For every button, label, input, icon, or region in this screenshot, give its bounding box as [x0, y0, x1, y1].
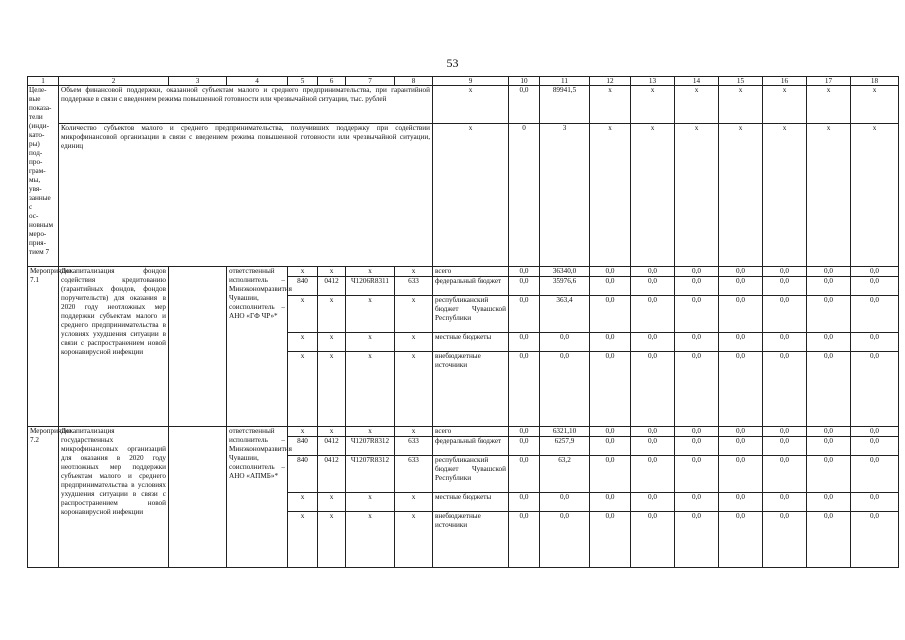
- gr-bs-code: x: [288, 352, 318, 427]
- amount-value: 0,0: [851, 352, 899, 427]
- indicator-col9: x: [433, 86, 509, 124]
- amount-value: 0,0: [675, 277, 719, 296]
- column-number: 18: [851, 77, 899, 86]
- amount-value: 0,0: [675, 427, 719, 437]
- measure-responsible: ответственный исполнитель – Минэкономразвития Чувашии, соисполнитель – АНО «ГФ ЧР»*: [227, 267, 288, 427]
- amount-col11: 0,0: [540, 493, 590, 512]
- page-number: 53: [446, 56, 459, 70]
- funding-source: всего: [433, 267, 509, 277]
- amount-col11: 0,0: [540, 333, 590, 352]
- indicator-col11: 89941,5: [540, 86, 590, 124]
- column-number: 9: [433, 77, 509, 86]
- amount-value: 0,0: [851, 512, 899, 568]
- column-number: 16: [763, 77, 807, 86]
- section-code: 0412: [318, 456, 346, 493]
- label-line: мы,: [29, 176, 41, 184]
- section-code: x: [318, 493, 346, 512]
- indicator-value: x: [763, 86, 807, 124]
- column-number: 2: [59, 77, 169, 86]
- amount-value: 0,0: [807, 512, 851, 568]
- amount-value: 0,0: [763, 427, 807, 437]
- amount-value: 0,0: [763, 456, 807, 493]
- amount-value: 0,0: [807, 427, 851, 437]
- label-line: занные: [29, 194, 51, 202]
- expense-type-code: 633: [395, 277, 433, 296]
- indicator-value: x: [631, 86, 675, 124]
- amount-col10: 0,0: [509, 493, 540, 512]
- indicator-col10: 0: [509, 124, 540, 267]
- expense-type-code: x: [395, 427, 433, 437]
- amount-value: 0,0: [590, 333, 631, 352]
- label-line: Целе-: [29, 86, 47, 94]
- amount-value: 0,0: [590, 267, 631, 277]
- expense-type-code: 633: [395, 456, 433, 493]
- amount-value: 0,0: [675, 493, 719, 512]
- indicator-col10: 0,0: [509, 86, 540, 124]
- target-article-code: x: [346, 493, 395, 512]
- column-number: 4: [227, 77, 288, 86]
- table-row: [28, 124, 899, 267]
- amount-value: 0,0: [851, 427, 899, 437]
- amount-value: 0,0: [763, 277, 807, 296]
- column-number: 8: [395, 77, 433, 86]
- amount-value: 0,0: [719, 352, 763, 427]
- measure-description: Докапитализация государственных микрофинансовых организаций для оказания в 2020 году неотложных мер поддержки субъектам малого и среднего предпринимательства в условиях ухудшения ситуации в связи с распространением новой коронавирусной инфекции: [59, 427, 169, 568]
- indicator-value: x: [675, 124, 719, 267]
- amount-value: 0,0: [631, 427, 675, 437]
- column-number: 5: [288, 77, 318, 86]
- label-line: увя-: [29, 185, 42, 193]
- amount-value: 0,0: [631, 456, 675, 493]
- column-number: 6: [318, 77, 346, 86]
- amount-col10: 0,0: [509, 437, 540, 456]
- amount-value: 0,0: [631, 267, 675, 277]
- gr-bs-code: x: [288, 333, 318, 352]
- gr-bs-code: 840: [288, 456, 318, 493]
- indicator-value: x: [807, 86, 851, 124]
- amount-value: 0,0: [807, 296, 851, 333]
- table-row: [28, 427, 899, 437]
- amount-col10: 0,0: [509, 352, 540, 427]
- amount-value: 0,0: [590, 296, 631, 333]
- label-line: грам-: [29, 167, 46, 175]
- amount-value: 0,0: [631, 277, 675, 296]
- gr-bs-code: x: [288, 512, 318, 568]
- amount-col11: 0,0: [540, 512, 590, 568]
- label-line: с: [29, 203, 33, 211]
- label-line: показа-: [29, 104, 52, 112]
- amount-value: 0,0: [719, 427, 763, 437]
- funding-source: всего: [433, 427, 509, 437]
- amount-col11: 63,2: [540, 456, 590, 493]
- label-line: ос-: [29, 212, 39, 220]
- column-number: 3: [169, 77, 227, 86]
- amount-value: 0,0: [763, 296, 807, 333]
- label-line: (инди-: [29, 122, 49, 130]
- column-number: 13: [631, 77, 675, 86]
- target-article-code: x: [346, 267, 395, 277]
- amount-col11: 363,4: [540, 296, 590, 333]
- amount-value: 0,0: [631, 296, 675, 333]
- expense-type-code: x: [395, 493, 433, 512]
- amount-value: 0,0: [807, 493, 851, 512]
- label-line: новным: [29, 221, 54, 229]
- expense-type-code: x: [395, 333, 433, 352]
- amount-value: 0,0: [719, 277, 763, 296]
- indicator-description: Количество субъектов малого и среднего предпринимательства, получивших поддержку при содействии микрофинансовой организации в связи с введением режима повышенной готовности или чрезвычайной ситуации, единиц: [59, 124, 433, 267]
- funding-source: внебюджетные источники: [433, 352, 509, 427]
- indicator-value: x: [719, 124, 763, 267]
- amount-value: 0,0: [675, 296, 719, 333]
- funding-source: федеральный бюджет: [433, 277, 509, 296]
- amount-value: 0,0: [675, 437, 719, 456]
- section-code: x: [318, 333, 346, 352]
- amount-value: 0,0: [590, 427, 631, 437]
- column-number: 12: [590, 77, 631, 86]
- expense-type-code: x: [395, 512, 433, 568]
- measure-responsible: ответственный исполнитель – Минэкономразвития Чувашии, соисполнитель – АНО «АПМБ»*: [227, 427, 288, 568]
- amount-value: 0,0: [675, 512, 719, 568]
- amount-value: 0,0: [631, 493, 675, 512]
- amount-value: 0,0: [851, 456, 899, 493]
- expense-type-code: x: [395, 352, 433, 427]
- amount-value: 0,0: [719, 493, 763, 512]
- column-number: 1: [28, 77, 59, 86]
- amount-col10: 0,0: [509, 427, 540, 437]
- amount-col10: 0,0: [509, 267, 540, 277]
- label-line: тели: [29, 113, 43, 121]
- gr-bs-code: x: [288, 267, 318, 277]
- section-code: x: [318, 427, 346, 437]
- column-number: 11: [540, 77, 590, 86]
- section-code: x: [318, 267, 346, 277]
- amount-value: 0,0: [807, 277, 851, 296]
- amount-col11: 35976,6: [540, 277, 590, 296]
- amount-value: 0,0: [807, 352, 851, 427]
- indicator-value: x: [763, 124, 807, 267]
- label-line: тием 7: [29, 248, 50, 256]
- amount-value: 0,0: [675, 352, 719, 427]
- label-line: като-: [29, 131, 45, 139]
- amount-value: 0,0: [807, 456, 851, 493]
- section-code: x: [318, 296, 346, 333]
- indicator-col11: 3: [540, 124, 590, 267]
- target-article-code: Ч1206R8311: [346, 277, 395, 296]
- target-article-code: x: [346, 427, 395, 437]
- funding-source: местные бюджеты: [433, 333, 509, 352]
- label-line: меро-: [29, 230, 47, 238]
- amount-value: 0,0: [719, 437, 763, 456]
- amount-value: 0,0: [719, 267, 763, 277]
- section-code: 0412: [318, 277, 346, 296]
- indicator-description: Объем финансовой поддержки, оказанной субъектам малого и среднего предпринимательства, при гарантийной поддержке в связи с введением режима повышенной готовности или чрезвычайной ситуации, тыс. рублей: [59, 86, 433, 124]
- amount-value: 0,0: [763, 333, 807, 352]
- amount-value: 0,0: [851, 437, 899, 456]
- amount-value: 0,0: [807, 333, 851, 352]
- label-line: прия-: [29, 239, 46, 247]
- amount-value: 0,0: [631, 333, 675, 352]
- indicator-col9: x: [433, 124, 509, 267]
- column-number: 10: [509, 77, 540, 86]
- amount-col10: 0,0: [509, 296, 540, 333]
- amount-value: 0,0: [590, 493, 631, 512]
- amount-value: 0,0: [590, 277, 631, 296]
- measure-description: Докапитализация фондов содействия кредитованию (гарантийных фондов, фондов поручительств) для оказания в 2020 году неотложных мер поддержки субъектам малого и среднего предпринимательства в условиях ухудшения ситуации в связи с распространением новой коронавирусной инфекции: [59, 267, 169, 427]
- table-row: [28, 86, 899, 124]
- funding-source: внебюджетные источники: [433, 512, 509, 568]
- amount-value: 0,0: [590, 512, 631, 568]
- amount-value: 0,0: [590, 456, 631, 493]
- gr-bs-code: x: [288, 493, 318, 512]
- amount-value: 0,0: [719, 512, 763, 568]
- funding-source: федеральный бюджет: [433, 437, 509, 456]
- amount-value: 0,0: [719, 296, 763, 333]
- amount-value: 0,0: [719, 333, 763, 352]
- column-number: 15: [719, 77, 763, 86]
- target-article-code: x: [346, 333, 395, 352]
- amount-col10: 0,0: [509, 456, 540, 493]
- amount-value: 0,0: [807, 267, 851, 277]
- indicator-value: x: [719, 86, 763, 124]
- program-table: [27, 76, 899, 568]
- amount-value: 0,0: [675, 267, 719, 277]
- section-code: x: [318, 352, 346, 427]
- amount-value: 0,0: [807, 437, 851, 456]
- indicator-value: x: [631, 124, 675, 267]
- amount-value: 0,0: [590, 352, 631, 427]
- amount-col11: 6257,9: [540, 437, 590, 456]
- label-line: ры): [29, 140, 40, 148]
- measure-col3: [169, 427, 227, 568]
- amount-value: 0,0: [631, 512, 675, 568]
- expense-type-code: x: [395, 267, 433, 277]
- amount-col10: 0,0: [509, 277, 540, 296]
- amount-col10: 0,0: [509, 333, 540, 352]
- measure-col3: [169, 267, 227, 427]
- indicator-value: x: [590, 86, 631, 124]
- target-article-code: x: [346, 352, 395, 427]
- table-row: [28, 267, 899, 277]
- amount-value: 0,0: [851, 277, 899, 296]
- label-line: вые: [29, 95, 41, 103]
- funding-source: местные бюджеты: [433, 493, 509, 512]
- amount-value: 0,0: [851, 296, 899, 333]
- amount-value: 0,0: [851, 267, 899, 277]
- amount-value: 0,0: [631, 437, 675, 456]
- amount-value: 0,0: [675, 456, 719, 493]
- amount-col10: 0,0: [509, 512, 540, 568]
- column-number-row: [28, 77, 899, 86]
- label-line: под-: [29, 149, 43, 157]
- indicator-value: x: [851, 86, 899, 124]
- column-number: 7: [346, 77, 395, 86]
- amount-value: 0,0: [763, 512, 807, 568]
- gr-bs-code: 840: [288, 437, 318, 456]
- column-number: 14: [675, 77, 719, 86]
- amount-value: 0,0: [763, 437, 807, 456]
- indicator-value: x: [851, 124, 899, 267]
- measure-label: Мероприятие 7.2: [28, 427, 59, 568]
- indicator-value: x: [675, 86, 719, 124]
- expense-type-code: x: [395, 296, 433, 333]
- amount-col11: 0,0: [540, 352, 590, 427]
- amount-col11: 36340,0: [540, 267, 590, 277]
- amount-value: 0,0: [590, 437, 631, 456]
- amount-value: 0,0: [763, 352, 807, 427]
- column-number: 17: [807, 77, 851, 86]
- target-article-code: x: [346, 512, 395, 568]
- amount-value: 0,0: [763, 267, 807, 277]
- amount-value: 0,0: [851, 493, 899, 512]
- target-indicators-label: [28, 86, 59, 267]
- funding-source: республиканский бюджет Чувашской Республики: [433, 296, 509, 333]
- gr-bs-code: x: [288, 427, 318, 437]
- target-article-code: Ч1207R8312: [346, 437, 395, 456]
- amount-value: 0,0: [763, 493, 807, 512]
- measure-label: Мероприятие 7.1: [28, 267, 59, 427]
- funding-source: республиканский бюджет Чувашской Республики: [433, 456, 509, 493]
- target-article-code: x: [346, 296, 395, 333]
- amount-value: 0,0: [851, 333, 899, 352]
- section-code: x: [318, 512, 346, 568]
- gr-bs-code: 840: [288, 277, 318, 296]
- indicator-value: x: [807, 124, 851, 267]
- amount-value: 0,0: [675, 333, 719, 352]
- target-article-code: Ч1207R8312: [346, 456, 395, 493]
- amount-value: 0,0: [719, 456, 763, 493]
- gr-bs-code: x: [288, 296, 318, 333]
- section-code: 0412: [318, 437, 346, 456]
- expense-type-code: 633: [395, 437, 433, 456]
- indicator-value: x: [590, 124, 631, 267]
- amount-col11: 6321,10: [540, 427, 590, 437]
- label-line: про-: [29, 158, 43, 166]
- amount-value: 0,0: [631, 352, 675, 427]
